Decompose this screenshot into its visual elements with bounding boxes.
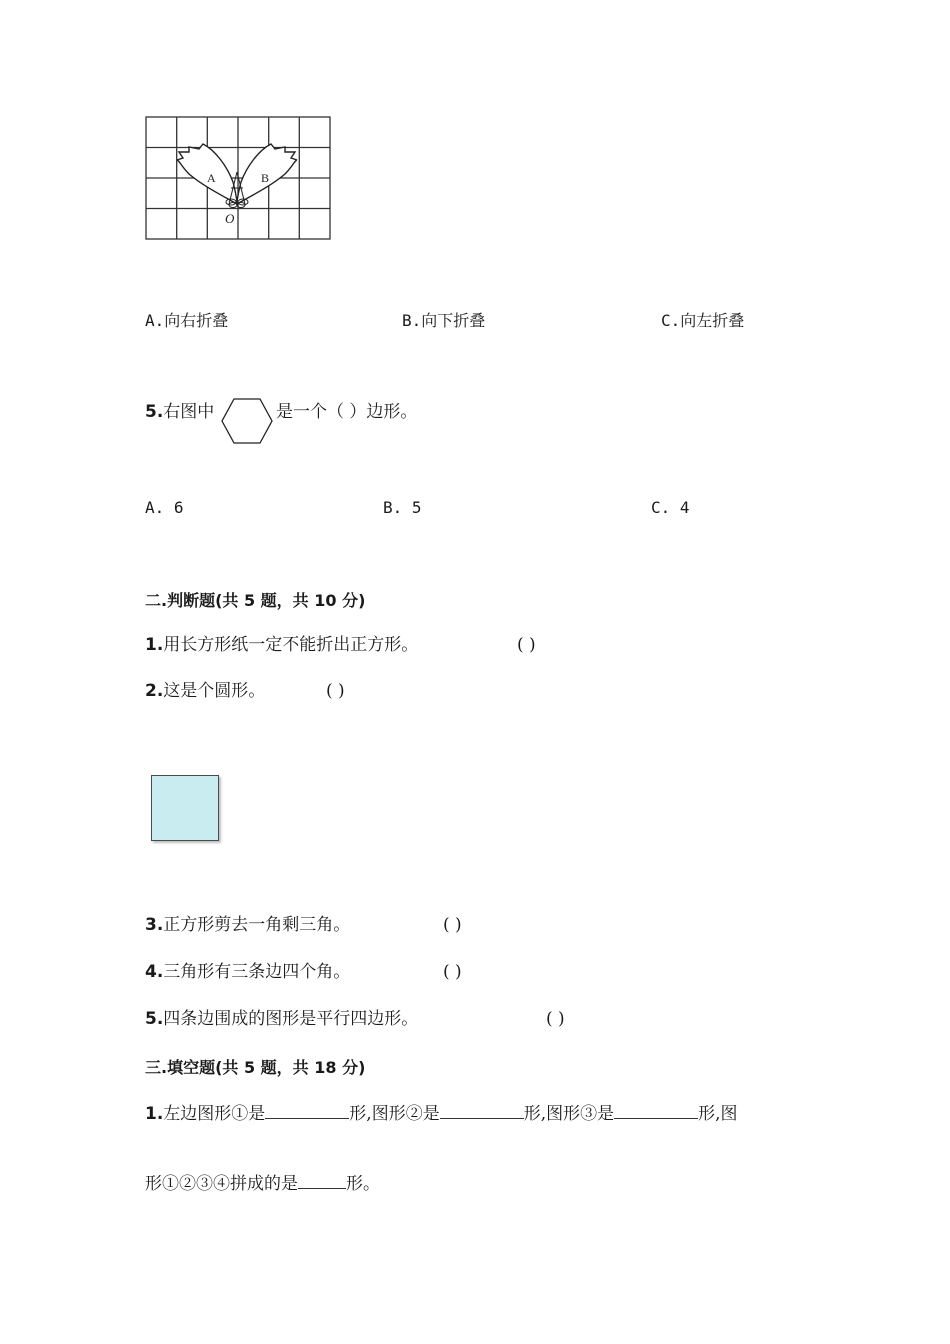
point-label-o: O xyxy=(225,211,235,226)
item-text: 用长方形纸一定不能折出正方形。 xyxy=(163,635,419,655)
q5-option-a: A. 6 xyxy=(145,498,184,517)
answer-paren[interactable]: ( ) xyxy=(443,915,462,935)
leaf-label-b: B xyxy=(261,171,270,185)
leaf-label-a: A xyxy=(207,171,216,185)
fill-text-part-2: 形,图形②是 xyxy=(349,1104,440,1124)
hexagon-figure xyxy=(220,397,274,445)
fill-blank-4[interactable] xyxy=(298,1172,346,1189)
q4-option-c: C.向左折叠 xyxy=(661,311,745,330)
fill-text-line-2-a: 形①②③④拼成的是 xyxy=(145,1174,298,1194)
fill-blank-2[interactable] xyxy=(440,1102,524,1119)
item-text: 正方形剪去一角剩三角。 xyxy=(163,915,351,935)
judge-item-4 xyxy=(145,961,350,983)
fill-item-1-line-1 xyxy=(145,1102,738,1125)
fill-text-part-1: 左边图形①是 xyxy=(163,1104,266,1124)
item-number: 1. xyxy=(145,1104,164,1124)
answer-paren[interactable]: ( ) xyxy=(443,962,462,982)
item-number: 3. xyxy=(145,915,164,935)
question-5 xyxy=(145,401,214,423)
item-number: 5. xyxy=(145,1009,164,1029)
fill-text-line-2-b: 形。 xyxy=(346,1174,380,1194)
judge-item-2 xyxy=(145,680,265,702)
fill-item-1-line-2 xyxy=(145,1172,380,1195)
q5-option-c: C. 4 xyxy=(651,498,690,517)
answer-paren[interactable]: ( ) xyxy=(546,1009,565,1029)
judge-item-5 xyxy=(145,1008,418,1030)
judge-item-1 xyxy=(145,634,418,656)
item-text: 四条边围成的图形是平行四边形。 xyxy=(163,1009,419,1029)
item-number: 1. xyxy=(145,635,164,655)
q5-option-b: B. 5 xyxy=(383,498,422,517)
judge-item-3 xyxy=(145,914,350,936)
fill-text-part-4: 形,图 xyxy=(698,1104,738,1124)
item-text: 三角形有三条边四个角。 xyxy=(163,962,351,982)
question-text-before: 右图中 xyxy=(163,402,215,422)
answer-paren[interactable]: ( ) xyxy=(326,681,345,701)
section-3-title: 三.填空题(共 5 题，共 18 分) xyxy=(145,1058,366,1077)
question-text-after: 是一个（ ）边形。 xyxy=(276,402,418,422)
fill-text-part-3: 形,图形③是 xyxy=(523,1104,615,1124)
item-number: 4. xyxy=(145,962,164,982)
fill-blank-1[interactable] xyxy=(265,1102,349,1119)
q4-option-a: A.向右折叠 xyxy=(145,311,229,330)
item-text: 这是个圆形。 xyxy=(163,681,266,701)
item-number: 2. xyxy=(145,681,164,701)
section-2-title: 二.判断题(共 5 题，共 10 分) xyxy=(145,591,366,610)
square-figure xyxy=(151,775,219,841)
fold-grid-figure xyxy=(145,116,333,242)
question-number: 5. xyxy=(145,402,164,422)
q4-option-b: B.向下折叠 xyxy=(402,311,486,330)
fill-blank-3[interactable] xyxy=(614,1102,698,1119)
answer-paren[interactable]: ( ) xyxy=(517,635,536,655)
